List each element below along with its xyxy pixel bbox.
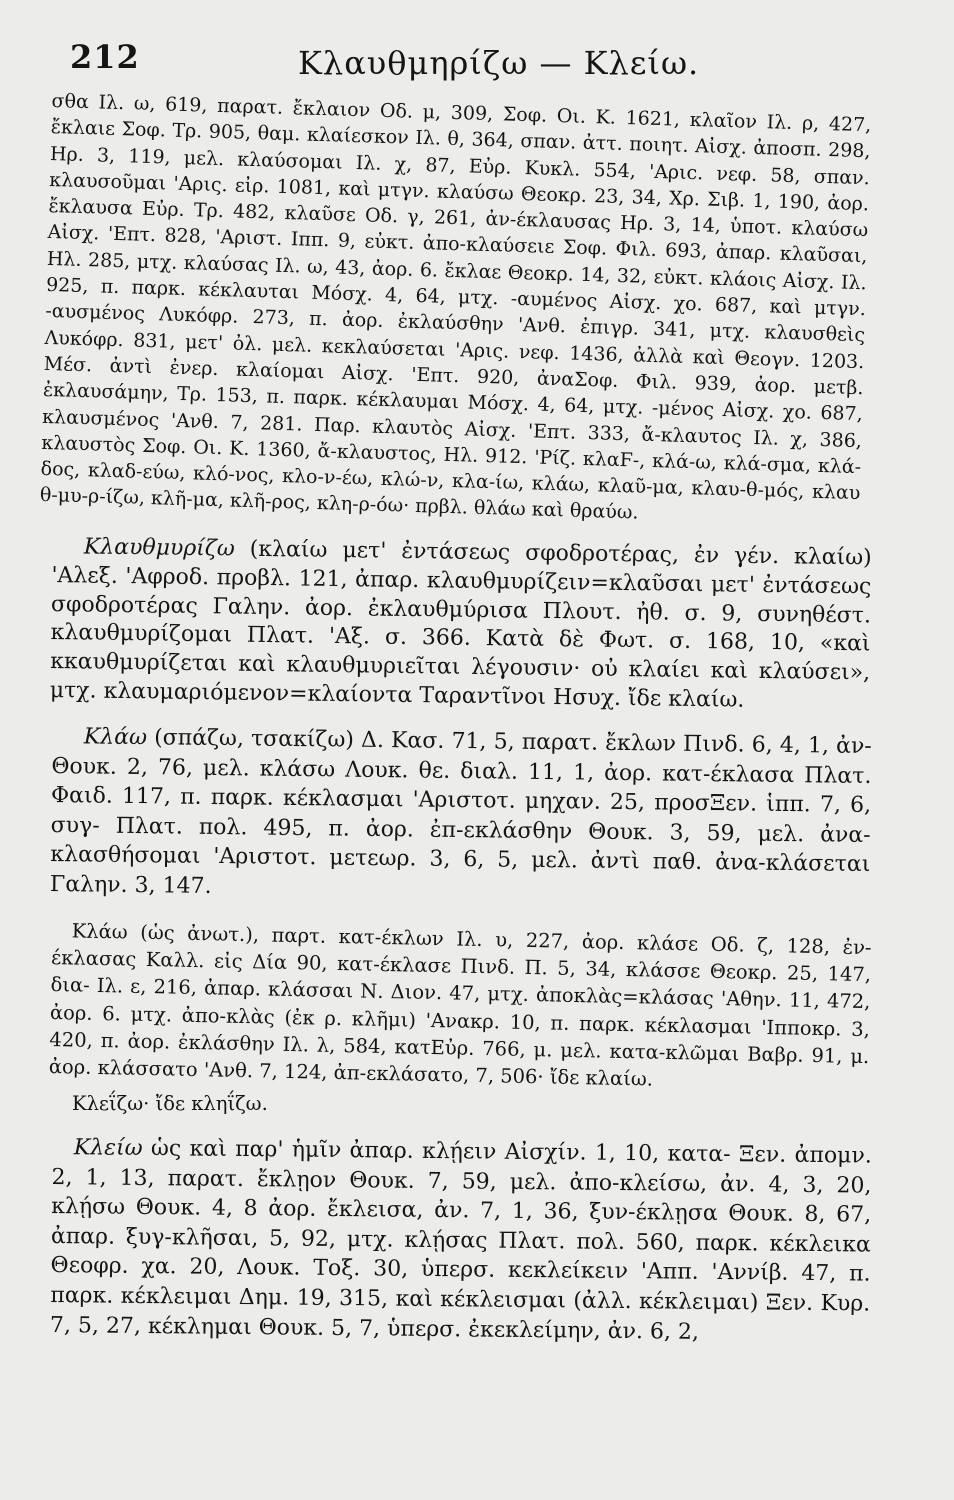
page-number: 212 <box>70 38 140 76</box>
entry-kleio <box>50 1133 872 1349</box>
entry-lemma: Κλάω <box>71 919 128 944</box>
entry-lemma: Κλάω <box>83 723 148 750</box>
entry-lemma: Κλείω <box>73 1135 143 1162</box>
entry-klao-2 <box>49 917 872 1097</box>
entry-text: σθα Ιλ. ω, 619, παρατ. ἔκλαιον Οδ. μ, 309, Σοφ. Οι. Κ. 1621, κλαῖον Ιλ. ρ, 427, ἔκλαιε Σοφ. Τρ. 905, θαμ. κλαίεσκον Ιλ. θ, 364, σπαν. ἀττ. ποιητ. Αἰσχ. ἀποσπ. 298, Ηρ. 3, 119, μελ. κλαύσομαι Ιλ. χ, 87, Εὐρ. Κυκλ. 554, 'Αριc. νεφ. 58, σπαν. κλαυσοῦμαι 'Αρις. εἰρ. 1081, καὶ μτγν. κλαύσω Θεοκρ. 23, 34, Χρ. Σιβ. 1, 190, ἀορ. ἔκλαυσα Εὐρ. Τρ. 482, κλαῦσε Οδ. γ, 261, ἀν-έκλαυσας Ηρ. 3, 14, ὑποτ. κλαύσω Αἰσχ. 'Επτ. 828, 'Αριστ. Ιππ. 9, εὐκτ. ἀπο-κλαύσειε Σοφ. Φιλ. 693, ἀπαρ. κλαῦσαι, Ηλ. 285, μτχ. κλαύσας Ιλ. ω, 43, ἀορ. 6. ἔκλαε Θεοκρ. 14, 32, εὐκτ. κλάοις Αἰσχ. Ιλ. 925, π. παρκ. κέκλαυται Μόσχ. 4, 64, μτχ. -αυμένος Αἰσχ. χο. 687, καὶ μτγν. -αυσμένος Λυκόφρ. 273, π. ἀορ. ἐκλαύσθην 'Ανθ. ἐπιγρ. 341, μτχ. κλαυσθεὶς Λυκόφρ. 831, μετ' ὀλ. μελ. κεκλαύσεται 'Αρις. νεφ. 1436, ἀλλὰ καὶ Θεογν. 1203. Μέσ. ἀντὶ ἐνερ. κλαίομαι Αἰσχ. 'Επτ. 920, ἀναΣοφ. Φιλ. 939, ἀορ. μετβ. ἐκλαυσάμην, Τρ. 153, π. παρκ. κέκλαυμαι Μόσχ. 4, 64, μτχ. -μένος Αἰσχ. χο. 687, κλαυσμένος 'Ανθ. 7, 281. Παρ. κλαυτὸς Αἰσχ. 'Επτ. 333, ἄ-κλαυτος Ιλ. χ, 386, κλαυστὸς Σοφ. Οι. Κ. 1360, ἄ-κλαυστος, Ηλ. 912. 'Ρίζ. κλαϜ-, κλά-ω, κλά-σμα, κλά-δος, κλαδ-εύω, κλό-νος, κλο-ν-έω, κλώ-ν, κλα-ίω, κλάω, κλαῦ-μα, κλαυ-θ-μός, κλαυ θ-μυ-ρ-ίζω, κλῆ-μα, κλῆ-ρος, κλη-ρ-όω· πρβλ. θλάω καὶ θραύω. <box>39 89 872 525</box>
entry-text: (σπάζω, τσακίζω) Δ. Κασ. 71, 5, παρατ. ἔκλων Πινδ. 6, 4, 1, ἀν- Θουκ. 2, 76, μελ. κλάσω Λουκ. θε. διαλ. 11, 1, ἀορ. κατ-έκλασα Πλατ. Φαιδ. 117, π. παρκ. κέκλασμαι 'Αριστοτ. μηχαν. 25, προσΞεν. ἱππ. 7, 6, συγ- Πλατ. πολ. 495, π. ἀορ. ἐπ-εκλάσθην Θουκ. 3, 59, μελ. ἀνα-κλασθήσομαι 'Αριστοτ. μετεωρ. 3, 6, 5, μελ. ἀντὶ παθ. ἀνα-κλάσεται Γαλην. 3, 147. <box>49 724 872 899</box>
entry-text: · ἴδε κληΐζω. <box>143 1092 268 1116</box>
entry-klauthmurizo <box>50 533 872 717</box>
entry-klao-1 <box>50 722 872 910</box>
entry-text: (ὡς ἀνωτ.), παρτ. κατ-έκλων Ιλ. υ, 227, ἀορ. κλάσε Οδ. ζ, 128, ἐν-έκλασας Καλλ. εἰς Δία 90, κατ-έκλασε Πινδ. Π. 5, 34, κλάσσε Θεοκρ. 25, 147, δια- Ιλ. ε, 216, ἀπαρ. κλάσσαι Ν. Διον. 47, μτχ. ἀποκλὰς=κλάσας 'Αθην. 11, 472, ἀορ. 6. μτχ. ἀπο-κλὰς (ἐκ ρ. κλῆμι) 'Ανακρ. 10, π. παρκ. κέκλασμαι 'Ιπποκρ. 3, 420, π. ἀορ. ἐκλάσθην Ιλ. λ, 584, κατΕὐρ. 766, μ. μελ. κατα-κλῶμαι Βαβρ. 91, μ. ἀορ. κλάσσατο 'Ανθ. 7, 124, ἀπ-εκλάσατο, 7, 506· ἴδε κλαίω. <box>48 920 872 1091</box>
entry-lemma: Κλαυθμυρίζω <box>83 534 235 562</box>
entry-text: (κλαίω μετ' ἐντάσεως σφοδροτέρας, ἐν γέν. κλαίω) 'Αλεξ. 'Αφροδ. προβλ. 121, ἀπαρ. κλαυθμυρίζειν=κλαῦσαι μετ' ἐντάσεως σφοδροτέρας Γαλην. ἀορ. ἐκλαυθμύρισα Πλουτ. ἠθ. σ. 9, συνηθέστ. κλαυθμυρίζομαι Πλατ. 'Αξ. σ. 366. Κατὰ δὲ Φωτ. σ. 168, 10, «καὶ κκαυθμυρίζεται καὶ κλαυθμυριεῖται λέγουσιν· οὐ κλαίει καὶ κλαύσει», μτχ. κλαυμαριόμενον=κλαίοντα Ταραντῖνοι Ησυχ. ἴδε κλαίω. <box>49 536 872 713</box>
entry-lemma: Κλεΐζω <box>72 1092 144 1116</box>
running-head: Κλαυθμηρίζω — Κλείω. <box>298 44 700 82</box>
page-body <box>39 88 872 1345</box>
entry-continuation <box>40 88 872 533</box>
entry-text: ὡς καὶ παρ' ἡμῖν ἀπαρ. κλῄειν Αἰσχίν. 1, 10, κατα- Ξεν. ἀπομν. 2, 1, 13, παρατ. ἔκλῃον Θουκ. 7, 59, μελ. ἀπο-κλείσω, ἀν. 4, 3, 20, κλῄσω Θουκ. 4, 8 ἀορ. ἔκλεισα, ἀν. 7, 1, 36, ξυν-έκλῃσα Θουκ. 8, 67, ἀπαρ. ξυγ-κλῆσαι, 5, 92, μτχ. κλῄσας Πλατ. πολ. 560, παρκ. κέκλεικα Θεοφρ. χα. 20, Λουκ. Τοξ. 30, ὑπερσ. κεκλείκειν 'Αππ. 'Αννίβ. 47, π. παρκ. κέκλειμαι Δημ. 19, 315, καὶ κέκλεισμαι (ἀλλ. κέκλειμαι) Ξεν. Κυρ. 7, 5, 27, κέκλημαι Θουκ. 5, 7, ὑπερσ. ἐκεκλείμην, ἀν. 6, 2, <box>49 1136 872 1345</box>
page-header <box>58 30 898 90</box>
